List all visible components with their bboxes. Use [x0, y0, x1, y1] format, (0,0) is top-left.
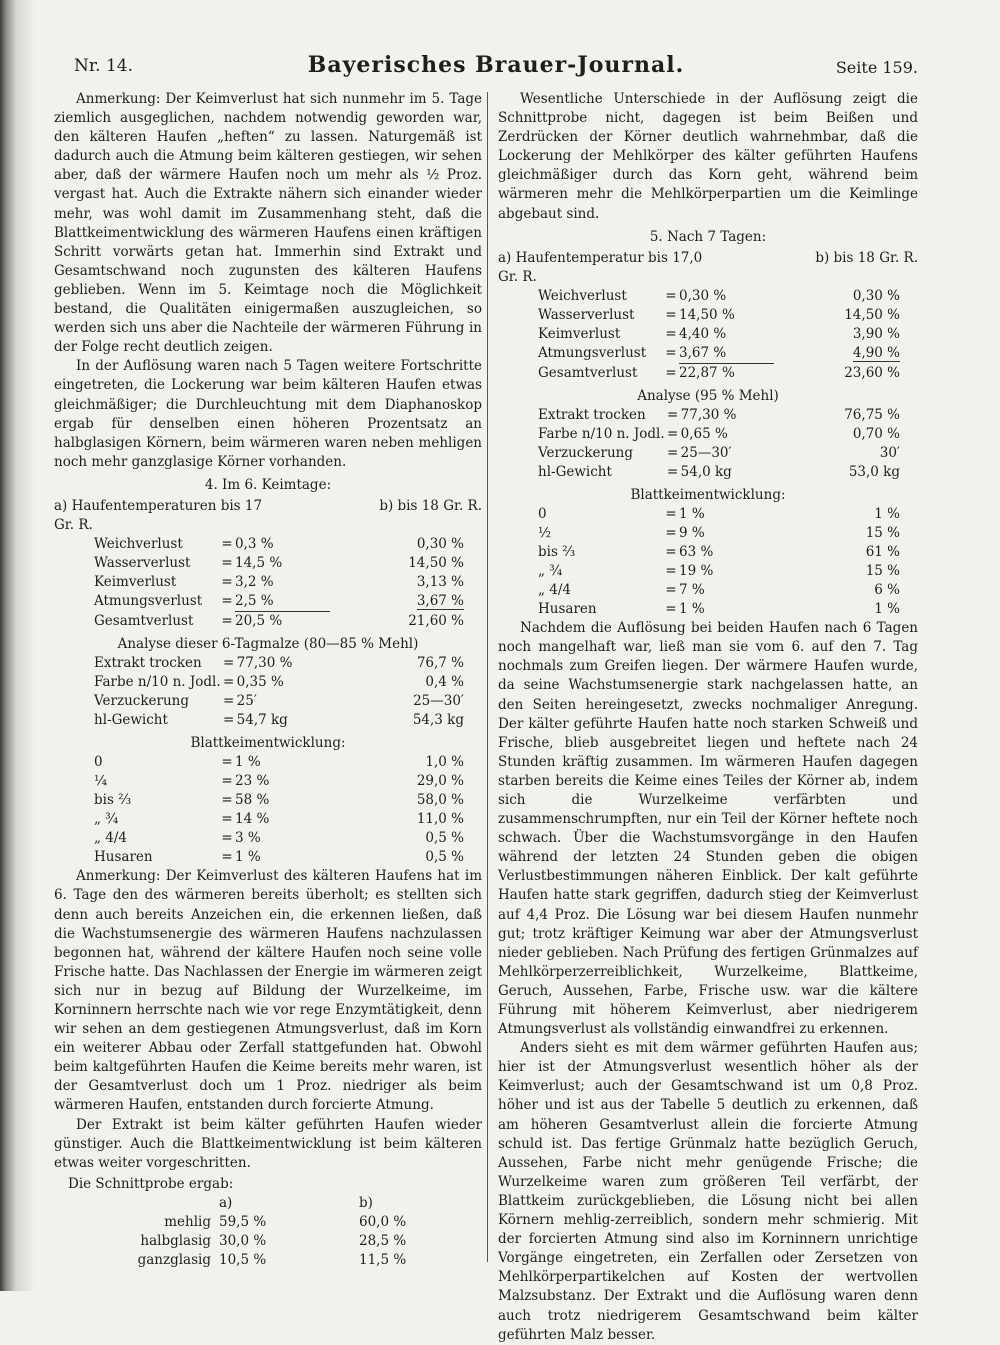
temperature-b: b) bis 18 Gr. R.	[815, 249, 918, 266]
value-a: 10,5 %	[219, 1251, 267, 1268]
value-b: 15 %	[865, 563, 900, 580]
paragraph: Anders sieht es mit dem wärmer geführten Haufen aus; hier ist der Atmungsverlust wesentlich höher als der Keimverlust; auch der Gesamtschwand ist um 0,8 Proz. höher und ist aus der Tabelle 5 deutlich zu erkennen, daß am höheren Gesamtverlust allein die forcierte Atmung schuld ist. Das fertige Grünmalz hatte bezüglich Geruch, Aussehen, Farbe nicht mehr genügende Frische; die Wurzelkeime waren zum größeren Teil verfärbt, der Blattkeim zurückgeblieben, die Lösung nicht bei allen Körnern mehlig-zerreiblich, sondern mehr schmierig. Mit der forcierten Atmung sind also im Korninnern unrichtige Vorgänge eingetreten, ein Zerfallen oder Zersetzen von Mehlkörperpartikelchen auf Kosten der wertvollen Malzsubstanz. Der Extrakt und die Auflösung waren denn auch trotz niedrigerem Gesamtschwand beim kälter geführten Malz besser.	[498, 1040, 918, 1343]
equals-sign: =	[665, 325, 677, 342]
value-b: 3,90 %	[852, 325, 900, 342]
table-row	[54, 829, 482, 848]
paragraph: Nachdem die Auflösung bei beiden Haufen nach 6 Tagen noch mangelhaft war, ließ man sie vom 6. auf den 7. Tag nochmals zum Greifen liegen. Der wärmere Haufen wurde, da seine Wachstumsenergie stark nachgelassen hatte, an den Seiten hereingesetzt, zwecks nochmaliger Anregung. Der kälter geführte Haufen hatte noch starken Schweiß und Frische, blieb ausgebreitet liegen und heftete nach 24 Stunden kräftig zusammen. Im wärmeren Haufen dagegen starben bereits die Keime eines Teiles der Körner ab, indem sich die Wurzelkeime verfärbten und zusammenschrumpften, nur ein Teil der Körner heftete noch schwach. Über die Wachstumsvorgänge in den Haufen während der letzten 24 Stunden geben die obigen Verlustbestimmungen näheren Einblick. Der kalt geführte Haufen hatte stark gegriffen, dadurch stieg der Keimverlust auf 4,4 Proz. Die Lösung war bei diesem Haufen nunmehr gut; trotz kräftiger Keimung war aber der Atmungsverlust nieder geblieben. Nach Prüfung des fertigen Grünmalzes auf Mehlkörperzerreiblichkeit, Wurzelkeime, Blattkeime, Geruch, Aussehen, Farbe, Frische usw. war die kältere Führung mit höherem Keimverlust, aber niedrigerem Atmungsverlust als vollständig einwandfrei zu erkennen.	[498, 620, 918, 1038]
value-b: 76,7 %	[416, 655, 464, 672]
page-number: Seite 159.	[835, 58, 918, 77]
value-b: 0,30 %	[852, 287, 900, 304]
value-a: 14,50 %	[679, 306, 735, 323]
value-b: 3,67 %	[416, 593, 464, 610]
value-b: 0,70 %	[852, 426, 900, 443]
value-a: 23 %	[235, 773, 270, 790]
value-b: 21,60 %	[408, 612, 464, 629]
table-row	[498, 344, 918, 364]
value-a: 0,30 %	[679, 287, 727, 304]
cut-table	[54, 1194, 482, 1270]
table-row	[54, 810, 482, 829]
paragraph: Anmerkung: Der Keimverlust des kälteren Haufens hat im 6. Tage den des wärmeren bereits überholt; es stellten sich denn auch bereits Anzeichen ein, die erkennen ließen, daß die Wachstumsenergie des wärmeren Haufens nachzulassen begonnen hat, während der kältere Haufen noch seine volle Frische hatte. Das Nachlassen der Energie im wärmeren zeigt sich nur in bezug auf Bildung der Wurzelkeime, im Korninnern herrschte nach wie vor rege Enzymtätigkeit, denn wir sehen an dem gestiegenen Atmungsverlust, daß im Korn ein weiterer Abbau oder Zerfall stattgefunden hat. Obwohl beim kaltgeführten Haufen die Keime bereits mehr waren, ist der Gesamtverlust doch um 1 Proz. niedriger als beim wärmeren Haufen, entstanden durch forcierte Atmung.	[54, 868, 482, 1114]
value-a: 77,30 %	[680, 407, 737, 424]
value-b: 23,60 %	[844, 364, 900, 381]
value-a: 14 %	[235, 811, 270, 828]
equals-sign: =	[223, 712, 235, 729]
row-label: Extrakt trocken	[538, 407, 646, 424]
row-label: Gesamtverlust	[538, 364, 638, 381]
row-label: Weichverlust	[94, 536, 183, 553]
journal-page	[46, 44, 918, 1343]
table-row	[498, 425, 918, 444]
section-heading: 4. Im 6. Keimtage:	[204, 476, 332, 493]
table-row	[54, 535, 482, 554]
table-row	[498, 505, 918, 524]
analysis-table	[498, 406, 918, 482]
value-a: 22,87 %	[679, 364, 735, 381]
temperature-row	[54, 497, 482, 535]
value-a: 25′	[236, 693, 257, 710]
value-b: 25—30′	[413, 693, 464, 710]
equals-sign: =	[223, 655, 235, 672]
table-row	[54, 1213, 482, 1232]
issue-number: Nr. 14.	[74, 56, 133, 76]
table-row	[498, 524, 918, 543]
value-b: 1,0 %	[425, 754, 464, 771]
equals-sign: =	[221, 773, 233, 790]
equals-sign: =	[665, 287, 677, 304]
value-b: 14,50 %	[408, 555, 464, 572]
row-label: bis ⅔	[538, 544, 576, 561]
equals-sign: =	[665, 544, 677, 561]
equals-sign: =	[221, 830, 233, 847]
value-a: 58 %	[235, 792, 270, 809]
section-heading: 5. Nach 7 Tagen:	[649, 228, 767, 245]
row-label: „ 4/4	[94, 830, 128, 847]
temperature-row	[498, 249, 918, 287]
column-divider	[487, 92, 488, 1262]
value-a: 7 %	[679, 582, 705, 599]
value-a: 1 %	[235, 849, 261, 866]
equals-sign: =	[221, 612, 233, 629]
paragraph: In der Auflösung waren nach 5 Tagen weitere Fortschritte eingetreten, die Lockerung war beim kälteren Haufen etwas gleichmäßiger; die Durchleuchtung mit dem Diaphanoskop ergab für denselben einen höheren Prozentsatz an halbglasigen Körnern, beim wärmeren waren neben mehligen noch mehr ganzglasige Körner vorhanden.	[54, 358, 482, 470]
value-b: 0,5 %	[425, 849, 464, 866]
row-label: Husaren	[94, 849, 153, 866]
row-label: Extrakt trocken	[94, 655, 202, 672]
table-row	[498, 562, 918, 581]
row-label: 0	[538, 506, 547, 523]
value-b: 0,4 %	[425, 674, 464, 691]
row-label: hl-Gewicht	[538, 464, 612, 481]
temperature-b: b) bis 18 Gr. R.	[379, 497, 482, 514]
row-label: „ 4/4	[538, 582, 572, 599]
row-label: Wasserverlust	[538, 306, 635, 323]
row-label: Keimverlust	[538, 325, 621, 342]
cut-col-b: b)	[359, 1194, 373, 1211]
equals-sign: =	[221, 555, 233, 572]
journal-title: Bayerisches Brauer-Journal.	[307, 52, 685, 78]
value-b: 1 %	[874, 601, 900, 618]
value-a: 3,67 %	[679, 344, 774, 364]
value-a: 3,2 %	[235, 574, 274, 591]
leaf-heading: Blattkeimentwicklung:	[190, 735, 346, 752]
value-a: 54,7 kg	[236, 712, 288, 729]
leaf-table	[54, 753, 482, 867]
equals-sign: =	[665, 364, 677, 381]
value-b: 0,5 %	[425, 830, 464, 847]
paragraph: Wesentliche Unterschiede in der Auflösung zeigt die Schnittprobe nicht, dagegen ist beim Beißen und Zerdrücken der Körner deutlich wahrnehmbar, daß die Lockerung der Mehlkörper des kälter geführten Haufens gleichmäßiger durch das Korn geht, während beim wärmeren mehr die Mehlkörperpartien um die Keimlinge abgebaut sind.	[498, 91, 918, 222]
value-b: 6 %	[874, 582, 900, 599]
equals-sign: =	[221, 536, 233, 553]
equals-sign: =	[665, 345, 677, 362]
value-a: 1 %	[679, 601, 705, 618]
value-a: 19 %	[679, 563, 714, 580]
equals-sign: =	[665, 582, 677, 599]
equals-sign: =	[667, 445, 679, 462]
value-a: 1 %	[679, 506, 705, 523]
value-b: 28,5 %	[359, 1232, 407, 1249]
equals-sign: =	[665, 525, 677, 542]
table-row	[54, 692, 482, 711]
value-a: 59,5 %	[219, 1213, 267, 1230]
value-b: 4,90 %	[852, 345, 900, 362]
value-a: 63 %	[679, 544, 714, 561]
equals-sign: =	[221, 593, 233, 610]
value-b: 0,30 %	[416, 536, 464, 553]
loss-table	[498, 287, 918, 383]
table-row	[54, 791, 482, 810]
book-binding-edge	[0, 0, 36, 1291]
value-a: 25—30′	[680, 445, 732, 462]
row-label: Wasserverlust	[94, 555, 191, 572]
equals-sign: =	[667, 426, 679, 443]
value-a: 54,0 kg	[680, 464, 732, 481]
value-b: 11,0 %	[416, 811, 464, 828]
table-row	[54, 753, 482, 772]
value-a: 4,40 %	[679, 325, 727, 342]
equals-sign: =	[667, 407, 679, 424]
equals-sign: =	[665, 601, 677, 618]
table-row	[54, 848, 482, 867]
value-b: 58,0 %	[416, 792, 464, 809]
value-a: 30,0 %	[219, 1232, 267, 1249]
table-row	[498, 444, 918, 463]
equals-sign: =	[221, 792, 233, 809]
table-row	[54, 772, 482, 791]
row-label: Farbe n/10 n. Jodl.	[94, 674, 221, 691]
table-row	[54, 1251, 482, 1270]
paragraph: Anmerkung: Der Keimverlust hat sich nunmehr im 5. Tage ziemlich ausgeglichen, nachdem notwendig geworden war, den kälteren Haufen „heften“ zu lassen. Naturgemäß ist dadurch auch die Atmung beim kälteren gestiegen, wir sehen aber, daß der wärmere Haufen noch um mehr als ½ Proz. vergast hat. Auch die Extrakte nähern sich einander wieder mehr, was wohl damit im Zusammenhang steht, daß die Blattkeimentwicklung des wärmeren Haufens einen kräftigen Schritt vorwärts getan hat. Immerhin sind Extrakt und Gesamtschwand noch zugunsten des kälteren Haufens geblieben. Wenn im 5. Keimtage noch die Möglichkeit bestand, die Qualitäten einigermaßen auszugleichen, so werden sich uns aber die Nachteile der wärmeren Führung in der Folge recht deutlich zeigen.	[54, 91, 482, 356]
value-b: 76,75 %	[844, 407, 900, 424]
table-row	[498, 363, 918, 383]
row-label: hl-Gewicht	[94, 712, 168, 729]
value-b: 30′	[879, 445, 900, 462]
value-a: 20,5 %	[235, 613, 283, 630]
equals-sign: =	[221, 754, 233, 771]
row-label: Keimverlust	[94, 574, 177, 591]
equals-sign: =	[665, 306, 677, 323]
table-row	[498, 287, 918, 306]
left-column	[54, 90, 482, 1270]
table-row	[54, 573, 482, 592]
row-label: ¼	[94, 773, 108, 790]
row-label: ½	[538, 525, 552, 542]
value-a: 0,35 %	[236, 674, 284, 691]
cut-col-a: a)	[219, 1194, 233, 1211]
table-row	[498, 600, 918, 619]
table-row	[54, 612, 482, 632]
loss-table	[54, 535, 482, 631]
value-b: 15 %	[865, 525, 900, 542]
equals-sign: =	[665, 563, 677, 580]
table-row	[498, 543, 918, 562]
value-a: 9 %	[679, 525, 705, 542]
row-label: Atmungsverlust	[538, 345, 647, 362]
table-row	[498, 325, 918, 344]
row-label: Verzuckerung	[538, 445, 633, 462]
value-a: 77,30 %	[236, 655, 293, 672]
table-row	[54, 711, 482, 730]
temperature-a: a) Haufentemperaturen bis 17 Gr. R.	[54, 497, 263, 534]
row-label: „ ¾	[538, 563, 563, 580]
value-a: 14,5 %	[235, 555, 283, 572]
cut-heading: Die Schnittprobe ergab:	[68, 1175, 234, 1192]
row-label: Atmungsverlust	[94, 593, 203, 610]
value-b: 11,5 %	[359, 1251, 407, 1268]
equals-sign: =	[221, 849, 233, 866]
row-label: halbglasig	[140, 1232, 211, 1249]
equals-sign: =	[223, 674, 235, 691]
value-b: 3,13 %	[416, 574, 464, 591]
table-row	[498, 581, 918, 600]
right-column	[498, 90, 918, 1345]
analysis-heading: Analyse (95 % Mehl)	[637, 387, 779, 404]
value-b: 29,0 %	[416, 773, 464, 790]
equals-sign: =	[665, 506, 677, 523]
row-label: bis ⅔	[94, 792, 132, 809]
analysis-heading: Analyse dieser 6-Tagmalze (80—85 % Mehl)	[117, 636, 419, 653]
table-row	[54, 673, 482, 692]
row-label: Husaren	[538, 601, 597, 618]
temperature-a: a) Haufentemperatur bis 17,0 Gr. R.	[498, 249, 703, 285]
value-a: 3 %	[235, 830, 261, 847]
row-label: „ ¾	[94, 811, 119, 828]
value-b: 54,3 kg	[412, 712, 464, 729]
table-row	[54, 654, 482, 673]
value-b: 60,0 %	[359, 1213, 407, 1230]
row-label: mehlig	[164, 1213, 211, 1230]
value-a: 0,65 %	[680, 426, 728, 443]
table-row	[54, 592, 482, 612]
equals-sign: =	[221, 574, 233, 591]
table-row	[498, 463, 918, 482]
paragraph: Der Extrakt ist beim kälter geführten Haufen wieder günstiger. Auch die Blattkeimentwicklung ist beim kälteren etwas weiter vorgeschritten.	[54, 1116, 482, 1171]
value-b: 53,0 kg	[848, 464, 900, 481]
table-row	[54, 1232, 482, 1251]
page-header	[46, 50, 918, 80]
value-a: 2,5 %	[235, 592, 330, 612]
row-label: ganzglasig	[137, 1251, 211, 1268]
row-label: Verzuckerung	[94, 693, 189, 710]
value-b: 1 %	[874, 506, 900, 523]
table-row	[498, 406, 918, 425]
row-label: 0	[94, 754, 103, 771]
table-row	[498, 306, 918, 325]
row-label: Weichverlust	[538, 287, 627, 304]
leaf-heading: Blattkeimentwicklung:	[630, 487, 786, 504]
table-row	[54, 554, 482, 573]
row-label: Farbe n/10 n. Jodl.	[538, 426, 665, 443]
value-b: 61 %	[865, 544, 900, 561]
value-a: 1 %	[235, 754, 261, 771]
leaf-table	[498, 505, 918, 619]
equals-sign: =	[223, 693, 235, 710]
value-b: 14,50 %	[844, 306, 900, 323]
equals-sign: =	[667, 464, 679, 481]
row-label: Gesamtverlust	[94, 612, 194, 629]
equals-sign: =	[221, 811, 233, 828]
analysis-table	[54, 654, 482, 730]
value-a: 0,3 %	[235, 536, 274, 553]
